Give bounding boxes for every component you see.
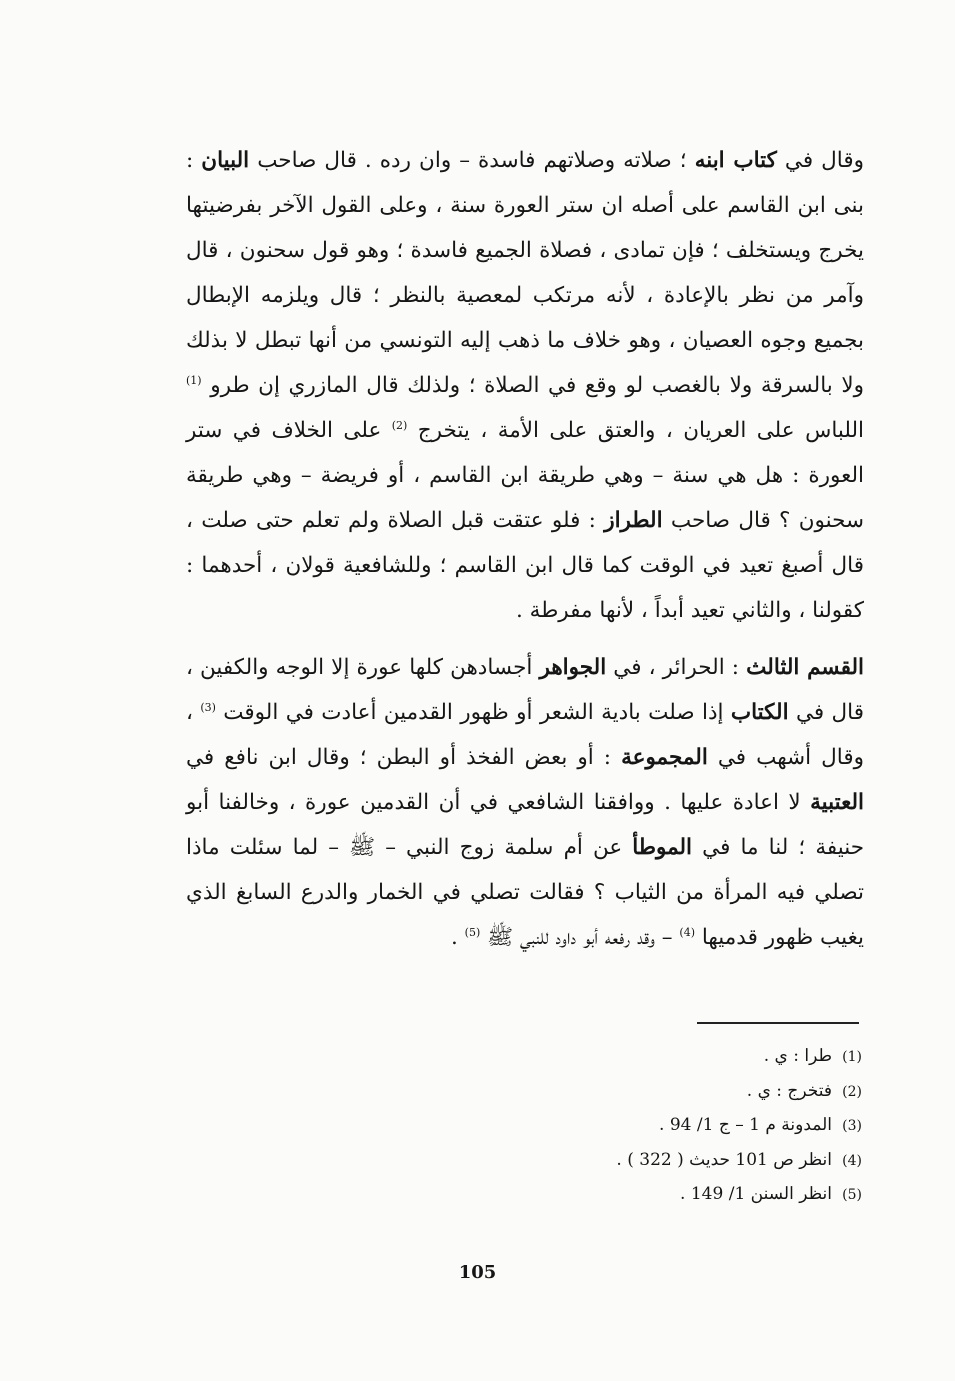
footnote-ref: (4) [679, 925, 695, 939]
footnote-ref: (3) [200, 700, 216, 714]
footnote-text: طرا : ي . [763, 1046, 832, 1066]
footnote-text: المدونة م 1 – ج 1/ 94 . [659, 1115, 832, 1135]
paragraph-1 [186, 138, 864, 633]
footnote [560, 1075, 862, 1110]
bold-term: العتبية [810, 790, 864, 815]
bold-term: البيان [201, 148, 250, 173]
footnote-ref: (2) [391, 418, 408, 432]
text-run: على الخلاف في ستر العورة : هل هي سنة – وهي طريقة ابن القاسم ، أو فريضة – وهي طريقة سحنون ؟ قال صاحب [186, 418, 865, 533]
paragraph-2 [186, 645, 864, 960]
section-heading: القسم الثالث [746, 655, 865, 680]
text-run: : بنى ابن القاسم على أصله ان ستر العورة سنة ، وعلى القول الآخر بفرضيتها يخرج ويستخلف ؛ فإن تمادى ، فصلاة الجميع فاسدة ؛ وهو قول سحنون ، قال وآمر من نظر بالإعادة ، لأنه مرتكب لمعصية بالنظر ؛ قال ويلزمه الإبطال بجميع وجوه العصيان ، وهو خلاف ما ذهب إليه التونسي من أنها تبطل لا بذلك ولا بالسرقة ولا بالغصب لو وقع في الصلاة ؛ ولذلك قال المازري إن طرو [186, 148, 865, 398]
footnote [560, 1040, 862, 1075]
page-number: 105 [458, 1262, 497, 1283]
footnote-number: (1) [842, 1049, 862, 1065]
footnote-ref: (5) [464, 925, 481, 939]
text-run: إذا صلت بادية الشعر أو ظهور القدمين أعادت في الوقت [223, 700, 724, 725]
bold-term: الجواهر [539, 655, 607, 680]
text-run: – وقد رفعه أبو داود للنبي ﷺ [487, 925, 673, 950]
text-run: عن أم سلمة زوج النبي – ﷺ – لما سئلت ماذا تصلي فيه المرأة من الثياب ؟ فقالت تصلي في الخمار والدرع السابغ الذي يغيب ظهور قدميها [186, 835, 864, 950]
bold-term: المجموعة [621, 745, 708, 770]
text-run: : أو بعض الفخذ أو البطن ؛ وقال ابن نافع في [186, 745, 612, 770]
footnote-text: فتخرج : ي . [746, 1080, 832, 1101]
footnote-text: انظر ص 101 حديث ( 322 ) . [616, 1149, 832, 1170]
bold-term: الموطأ [632, 835, 693, 860]
text-run: : فلو عتقت قبل الصلاة ولم تعلم حتى صلت ، قال أصبغ تعيد في الوقت كما قال ابن القاسم ؛ وللشافعية قولان ، أحدهما : كقولنا ، والثاني تعيد أبداً ، لأنها مفرطة . [186, 508, 864, 623]
text-run: ؛ صلاته وصلاتهم فاسدة – وان رده . قال صاحب [257, 148, 687, 173]
text-run: . [450, 925, 458, 950]
text-run: لا اعادة عليها . ووافقنا الشافعي في أن القدمين عورة ، وخالفنا أبو حنيفة ؛ لنا ما في [186, 790, 864, 860]
bold-term: الكتاب [730, 700, 789, 725]
footnote-number: (3) [842, 1118, 862, 1134]
text-run: ، وقال أشهب في [186, 700, 864, 770]
bold-term: الطراز [604, 508, 663, 533]
footnote-number: (2) [842, 1083, 862, 1100]
footnote-text: انظر السنن 1/ 149 . [680, 1184, 832, 1204]
bold-term: كتاب ابنه [694, 148, 777, 173]
text-run: اللباس على العريان ، والعتق على الأمة ، يتخرج [417, 418, 864, 443]
main-text [186, 138, 864, 960]
text-run: أجسادهن كلها عورة إلا الوجه والكفين ، قال في [186, 655, 864, 725]
footnotes [560, 1040, 862, 1213]
footnote-ref: (1) [186, 373, 202, 387]
text-run: وقال في [784, 148, 864, 173]
footnote [560, 1178, 862, 1213]
text-run: : الحرائر ، في [613, 655, 740, 680]
footnote [560, 1109, 862, 1144]
footnote [560, 1144, 862, 1179]
footnote-number: (4) [842, 1152, 862, 1169]
footnote-divider [697, 1022, 859, 1024]
footnote-number: (5) [842, 1187, 862, 1203]
